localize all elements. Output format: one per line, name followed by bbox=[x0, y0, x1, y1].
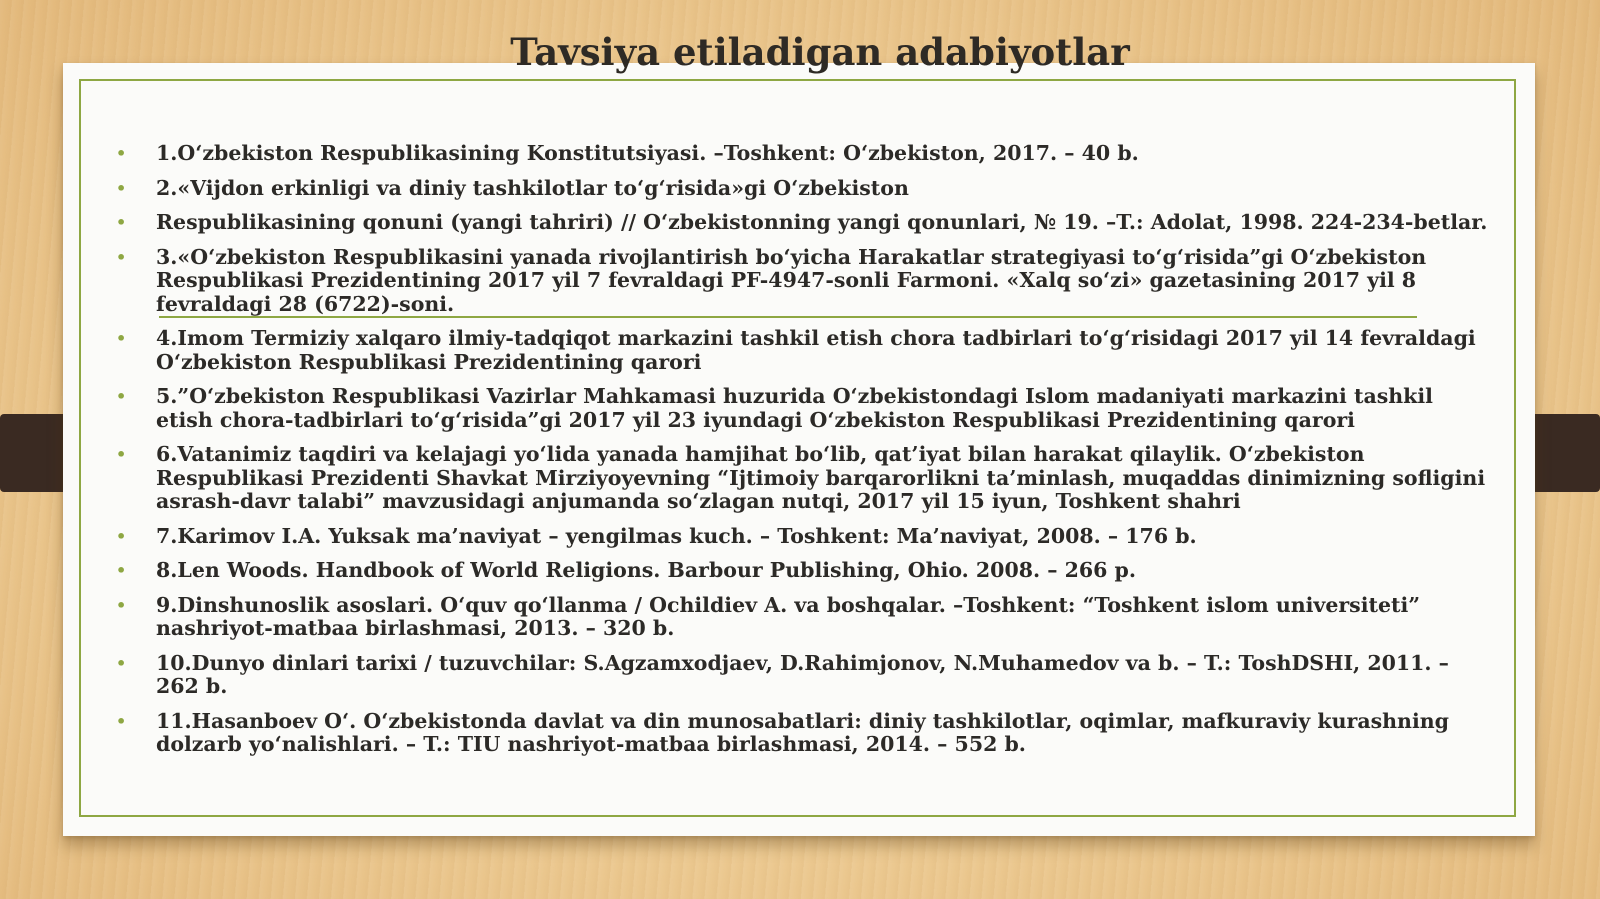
bullet-icon: • bbox=[116, 213, 127, 232]
bullet-icon: • bbox=[116, 526, 127, 546]
reference-item bbox=[112, 710, 1490, 757]
bullet-icon: • bbox=[116, 445, 127, 464]
bullet-icon: • bbox=[116, 387, 127, 406]
reference-text: 6.Vatanimiz taqdiri va kelajagi yo‘lida yanada hamjihat bo‘lib, qat’iyat bilan harakat qilaylik. O‘zbekiston Respublikasi Prezidenti Shavkat Mirziyoyevning “Ijtimoiy barqarorlikni ta’minlash, muqaddas dinimizning sofligini asrash-davr talabi” mavzusidagi anjumanda so‘zlagan nutqi, 2017 yil 15 iyun, Toshkent shahri bbox=[156, 442, 1486, 513]
reference-item bbox=[112, 177, 1490, 201]
slide-title bbox=[0, 30, 1600, 74]
reference-text: Respublikasining qonuni (yangi tahriri) // O‘zbekistonning yangi qonunlari, № 19. –T.: Adolat, 1998. 224-234-betlar. bbox=[156, 210, 1488, 234]
reference-item bbox=[112, 246, 1490, 317]
bullet-icon: • bbox=[116, 329, 127, 348]
bullet-icon: • bbox=[116, 144, 127, 163]
bullet-icon: • bbox=[116, 595, 127, 615]
reference-text: 1.O‘zbekiston Respublikasining Konstitutsiyasi. –Toshkent: O‘zbekiston, 2017. – 40 b. bbox=[156, 141, 1139, 165]
bullet-icon: • bbox=[116, 711, 127, 731]
reference-item bbox=[112, 594, 1490, 641]
reference-text: 10.Dunyo dinlari tarixi / tuzuvchilar: S.Agzamxodjaev, D.Rahimjonov, N.Muhamedov va b. – T.: ToshDSHI, 2011. – 262 b. bbox=[156, 650, 1449, 698]
bullet-icon: • bbox=[116, 653, 127, 673]
reference-item bbox=[112, 211, 1490, 235]
reference-text: 9.Dinshunoslik asoslari. O‘quv qo‘llanma / Ochildiev A. va boshqalar. –Toshkent: “Toshkent islom universiteti” nashriyot-matbaa birlashmasi, 2013. – 320 b. bbox=[156, 592, 1421, 640]
reference-item bbox=[112, 559, 1490, 583]
reference-text: 11.Hasanboev O‘. O‘zbekistonda davlat va din munosabatlari: diniy tashkilotlar, oqimlar, mafkuraviy kurashning dolzarb yo‘nalishlari. – T.: TIU nashriyot-matbaa birlashmasi, 2014. – 552 b. bbox=[156, 708, 1449, 756]
reference-item bbox=[112, 525, 1490, 549]
reference-item bbox=[112, 385, 1490, 432]
reference-item bbox=[112, 652, 1490, 699]
reference-list bbox=[112, 142, 1490, 768]
reference-text: 8.Len Woods. Handbook of World Religions. Barbour Publishing, Ohio. 2008. – 266 p. bbox=[156, 558, 1137, 582]
reference-text: 4.Imom Termiziy xalqaro ilmiy-tadqiqot markazini tashkil etish chora tadbirlari to‘g‘risidagi 2017 yil 14 fevraldagi O‘zbekiston Respublikasi Prezidentining qarori bbox=[156, 326, 1476, 374]
reference-text: 2.«Vijdon erkinligi va diniy tashkilotlar to‘g‘risida»gi O‘zbekiston bbox=[156, 175, 909, 200]
bullet-icon: • bbox=[116, 247, 127, 267]
reference-text: 5.”O‘zbekiston Respublikasi Vazirlar Mahkamasi huzurida O‘zbekistondagi Islom madaniyati markazini tashkil etish chora-tadbirlari to‘g‘risida”gi 2017 yil 23 iyundagi O‘zbekiston Respublikasi Prezidentining qarori bbox=[156, 384, 1433, 432]
bullet-icon: • bbox=[116, 561, 127, 580]
reference-text: 3.«O‘zbekiston Respublikasini yanada rivojlantirish bo‘yicha Harakatlar strategiyasi to‘g‘risida”gi O‘zbekiston Respublikasi Prezidentining 2017 yil 7 fevraldagi PF-4947-sonli Farmoni. «Xalq so‘zi» gazetasining 2017 yil 8 fevraldagi 28 (6722)-soni. bbox=[156, 244, 1427, 316]
reference-item bbox=[112, 142, 1490, 166]
slide-title-text: Tavsiya etiladigan adabiyotlar bbox=[510, 30, 1130, 74]
reference-item bbox=[112, 327, 1490, 374]
bullet-icon: • bbox=[116, 178, 127, 198]
reference-item bbox=[112, 443, 1490, 514]
reference-text: 7.Karimov I.A. Yuksak ma’naviyat – yengilmas kuch. – Toshkent: Ma’naviyat, 2008. – 176 b. bbox=[156, 523, 1197, 548]
